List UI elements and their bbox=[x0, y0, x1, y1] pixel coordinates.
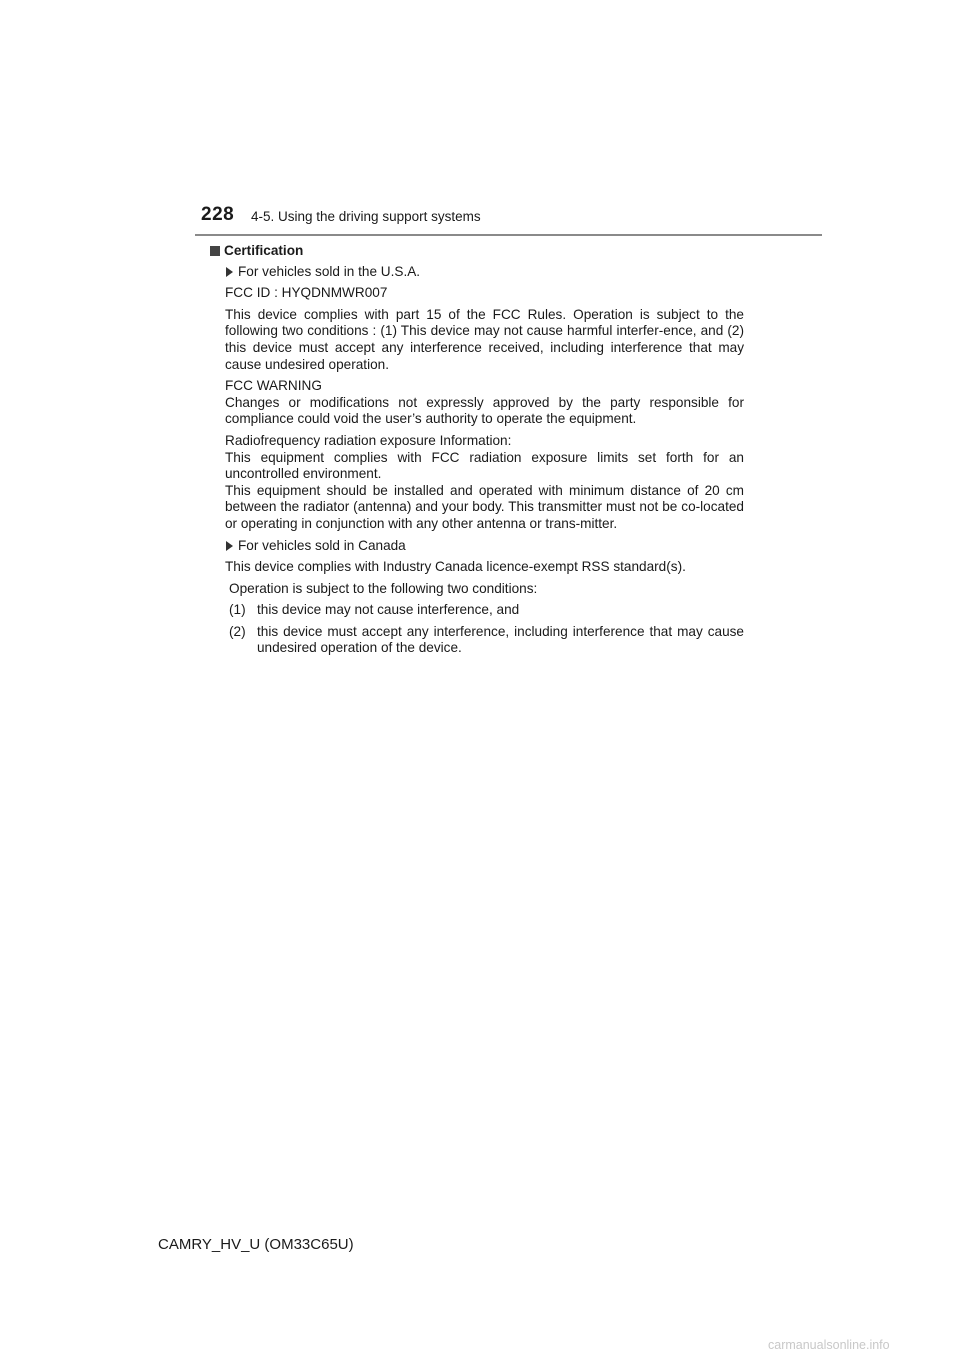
certification-heading-text: Certification bbox=[224, 243, 304, 258]
section-title: 4-5. Using the driving support systems bbox=[251, 209, 481, 224]
fcc-compliance-text: This device complies with part 15 of the FCC Rules. Operation is subject to the following two conditions : (1) This device may not cause harmful interfer-ence, and (2) this device must accept any interference received, including interference that may cause undesired operation. bbox=[225, 306, 744, 372]
canada-label: For vehicles sold in Canada bbox=[238, 537, 406, 553]
usa-bullet bbox=[225, 264, 744, 281]
condition-number: (2) bbox=[229, 623, 246, 639]
header-rule bbox=[195, 234, 822, 236]
rf-exposure-text-2: This equipment should be installed and operated with minimum distance of 20 cm between the radiator (antenna) and your body. This transmitter must not be co-located or operating in conjunction with any other antenna or trans-mitter. bbox=[225, 482, 744, 531]
condition-text: this device must accept any interference, including interference that may cause undesired operation of the device. bbox=[257, 623, 744, 656]
canada-intro: This device complies with Industry Canada licence-exempt RSS standard(s). bbox=[225, 559, 686, 575]
condition-text: this device may not cause interference, and bbox=[257, 602, 520, 618]
page-header bbox=[195, 204, 822, 236]
manual-code: CAMRY_HV_U (OM33C65U) bbox=[158, 1236, 354, 1253]
condition-item bbox=[225, 624, 744, 657]
fcc-id: FCC ID : HYQDNMWR007 bbox=[225, 285, 388, 301]
square-bullet-icon bbox=[210, 246, 220, 256]
usa-label: For vehicles sold in the U.S.A. bbox=[238, 263, 421, 279]
rf-exposure-text-1: This equipment complies with FCC radiation exposure limits set forth for an uncontrolled environment. bbox=[225, 449, 744, 482]
condition-number: (1) bbox=[229, 602, 246, 618]
fcc-warning bbox=[225, 378, 744, 428]
triangle-bullet-icon bbox=[226, 267, 233, 277]
canada-bullet bbox=[225, 538, 744, 555]
fcc-warning-text: Changes or modifications not expressly approved by the party responsible for compliance could void the user’s authority to operate the equipment. bbox=[225, 394, 744, 427]
rf-exposure-info bbox=[225, 433, 744, 533]
usa-block bbox=[211, 264, 744, 657]
fcc-warning-title: FCC WARNING bbox=[225, 378, 322, 394]
triangle-bullet-icon bbox=[226, 541, 233, 551]
page-number: 228 bbox=[201, 204, 235, 225]
canada-conditions-intro: Operation is subject to the following two conditions: bbox=[229, 580, 538, 596]
condition-item bbox=[225, 602, 744, 619]
rf-exposure-title: Radiofrequency radiation exposure Information: bbox=[225, 432, 512, 448]
certification-heading bbox=[211, 243, 744, 260]
watermark: carmanualsonline.info bbox=[768, 1338, 890, 1352]
certification-section bbox=[211, 243, 744, 662]
